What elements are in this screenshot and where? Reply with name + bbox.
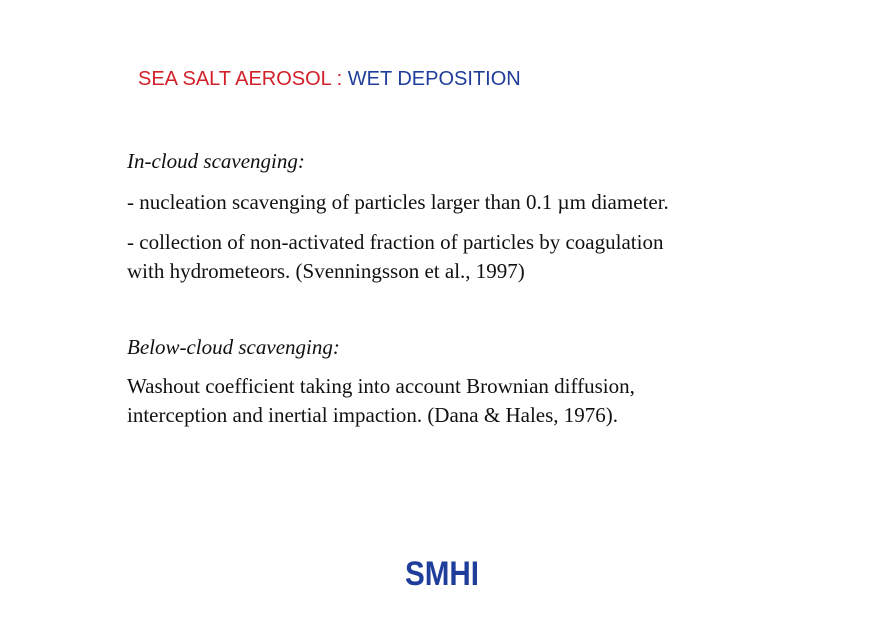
in-cloud-bullet-collection-line1: - collection of non-activated fraction of particles by coagulation <box>127 230 664 254</box>
in-cloud-bullet-nucleation: - nucleation scavenging of particles larger than 0.1 µm diameter. <box>127 190 669 214</box>
smhi-logo <box>404 555 480 593</box>
below-cloud-text-line2: interception and inertial impaction. (Dana & Hales, 1976). <box>127 403 619 427</box>
smhi-logo-text: SMHI <box>405 555 479 593</box>
title-topic: SEA SALT AEROSOL : <box>138 68 348 90</box>
below-cloud-heading: Below-cloud scavenging: <box>127 335 340 359</box>
in-cloud-heading: In-cloud scavenging: <box>127 149 305 173</box>
in-cloud-bullet-collection-line2: with hydrometeors. (Svenningsson et al., 1997) <box>127 259 525 283</box>
below-cloud-text-line1: Washout coefficient taking into account Brownian diffusion, <box>127 374 635 398</box>
title-subtopic: WET DEPOSITION <box>347 68 521 90</box>
slide-title <box>138 67 521 91</box>
